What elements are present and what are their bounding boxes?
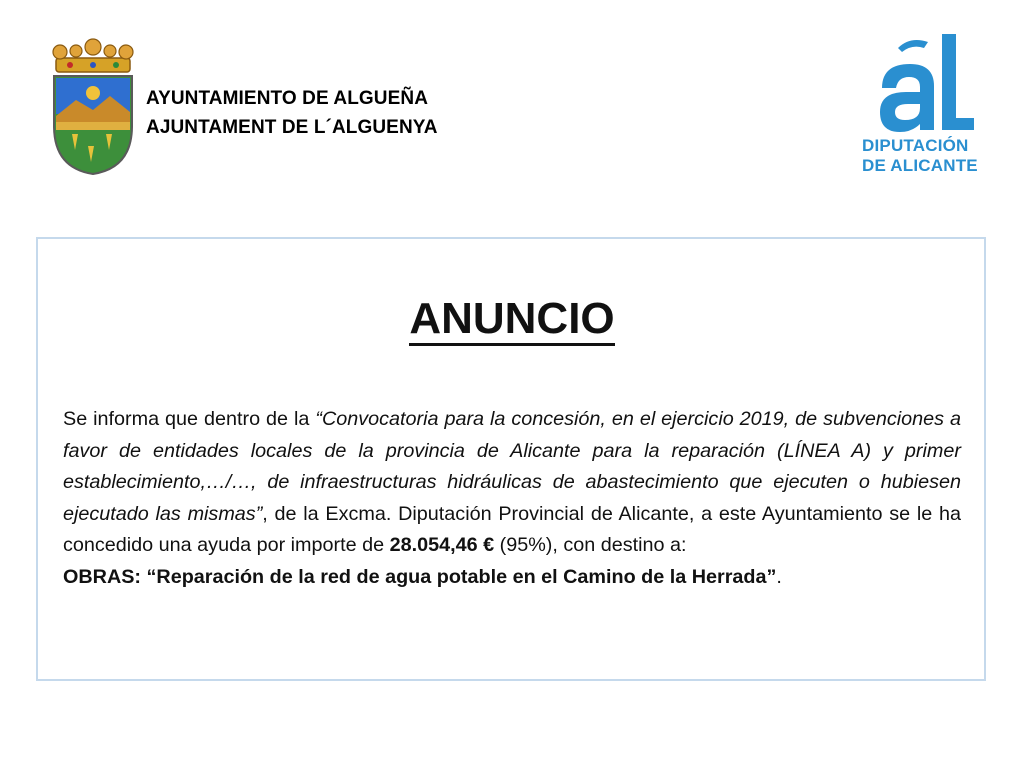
notice-body	[63, 404, 961, 593]
works-label: OBRAS: “Reparación de la red de agua potable en el Camino de la Herrada”	[63, 565, 777, 588]
works-end: .	[776, 565, 782, 588]
municipal-coat-of-arms-icon	[46, 38, 140, 176]
paragraph-intro: Se informa que dentro de la	[63, 408, 316, 430]
notice-title	[0, 292, 1024, 346]
notice-title-text: ANUNCIO	[409, 294, 614, 346]
crown-icon	[53, 39, 133, 72]
org-name-es: AYUNTAMIENTO DE ALGUEÑA	[146, 88, 429, 109]
municipality-name	[146, 84, 438, 142]
partner-logo-line2: DE ALICANTE	[862, 156, 978, 175]
works-line	[63, 562, 961, 594]
partner-logo-line1: DIPUTACIÓN	[862, 136, 969, 155]
partner-logo-text	[862, 136, 982, 176]
org-name-val: AJUNTAMENT DE L´ALGUENYA	[146, 117, 438, 138]
notice-paragraph	[63, 404, 961, 562]
paragraph-middle: , de la Excma. Diputación Provincial de Alicante, a este Ayuntamiento se le ha concedido una ayuda por importe de	[63, 502, 962, 556]
call-title: “Convocatoria para la concesión, en el ejercicio 2019, de subvenciones a favor de entidades locales de la provincia de Alicante para la reparación (LÍNEA A) y primer establecimiento,…/…, de infraestructuras hidráulicas de abastecimiento que ejecuten o hubiesen ejecutado las mismas”	[63, 408, 961, 525]
paragraph-end: (95%), con destino a:	[494, 534, 687, 556]
grant-amount: 28.054,46 €	[389, 534, 495, 556]
